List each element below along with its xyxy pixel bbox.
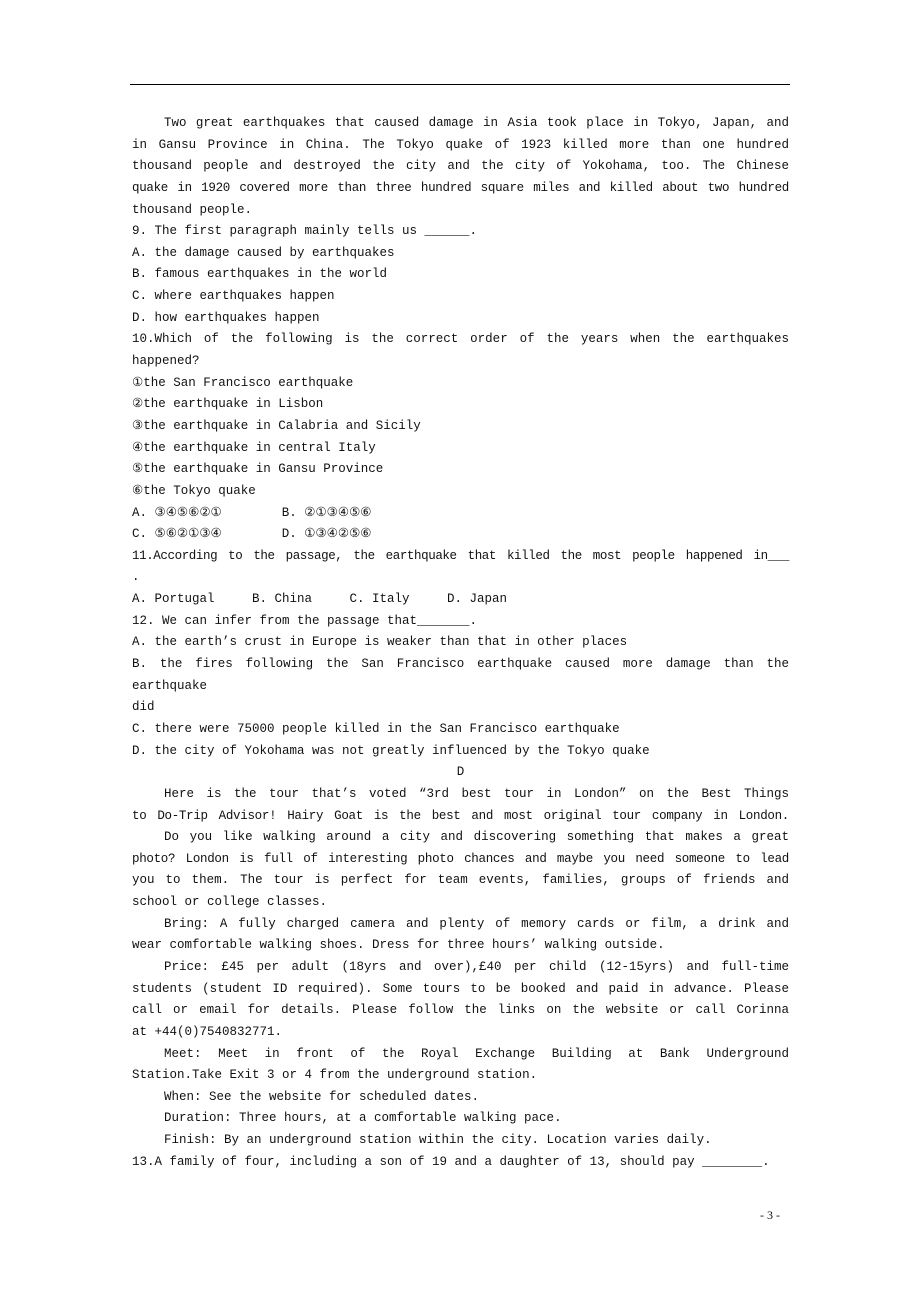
passage-line: quake in 1920 covered more than three hundred square miles and killed about two hundred xyxy=(132,180,789,195)
document-body xyxy=(132,113,789,1173)
passage-line: in Gansu Province in China. The Tokyo quake of 1923 killed more than one hundred xyxy=(132,137,789,152)
passage-line: Station.Take Exit 3 or 4 from the underground station. xyxy=(132,1068,538,1083)
passage-line: at +44(0)7540832771. xyxy=(132,1024,283,1039)
option: C. ⑤⑥②①③④ D. ①③④②⑤⑥ xyxy=(132,527,372,542)
passage-line: students (student ID required). Some tours to be booked and paid in advance. Please xyxy=(132,981,789,996)
passage-line: Do you like walking around a city and discovering something that makes a great xyxy=(164,830,789,845)
section-heading: D xyxy=(456,765,465,780)
list-item: ④the earthquake in central Italy xyxy=(132,440,376,455)
option: B. the fires following the San Francisco earthquake caused more damage than the xyxy=(132,657,789,672)
page-number: - 3 - xyxy=(760,1208,780,1222)
passage-line: Two great earthquakes that caused damage in Asia took place in Tokyo, Japan, and xyxy=(164,116,789,130)
passage-line: Finish: By an underground station within the city. Location varies daily. xyxy=(164,1133,712,1148)
option-cont: did xyxy=(132,700,155,715)
passage-line: When: See the website for scheduled dates. xyxy=(164,1089,480,1104)
question-9: 9. The first paragraph mainly tells us ______. xyxy=(132,224,478,239)
passage-line: Bring: A fully charged camera and plenty of memory cards or film, a drink and xyxy=(164,916,789,931)
question-13: 13.A family of four, including a son of 19 and a daughter of 13, should pay ________. xyxy=(132,1154,770,1169)
question-10-cont: happened? xyxy=(132,354,200,369)
passage-line: you to them. The tour is perfect for team events, families, groups of friends and xyxy=(132,873,789,888)
option: D. the city of Yokohama was not greatly influenced by the Tokyo quake xyxy=(132,743,650,758)
list-item: ①the San Francisco earthquake xyxy=(132,375,354,390)
passage-line: photo? London is full of interesting photo chances and maybe you need someone to lead xyxy=(132,851,789,866)
passage-line: thousand people and destroyed the city and the city of Yokohama, too. The Chinese xyxy=(132,159,789,174)
question-10: 10.Which of the following is the correct order of the years when the earthquakes xyxy=(132,332,789,347)
list-item: ⑤the earthquake in Gansu Province xyxy=(132,462,384,477)
passage-line: to Do-Trip Advisor! Hairy Goat is the best and most original tour company in London. xyxy=(132,808,789,823)
passage-line: Duration: Three hours, at a comfortable walking pace. xyxy=(164,1111,562,1126)
list-item: ⑥the Tokyo quake xyxy=(132,483,256,498)
option: B. famous earthquakes in the world xyxy=(132,267,388,282)
option: A. the damage caused by earthquakes xyxy=(132,245,395,260)
passage-line: Price: £45 per adult (18yrs and over),£40 per child (12-15yrs) and full-time xyxy=(164,959,789,974)
option: D. how earthquakes happen xyxy=(132,310,320,325)
passage-line: school or college classes. xyxy=(132,895,328,910)
passage-line: thousand people. xyxy=(132,202,253,217)
option: A. the earth’s crust in Europe is weaker than that in other places xyxy=(132,635,628,650)
option: C. where earthquakes happen xyxy=(132,289,335,304)
question-12: 12. We can infer from the passage that_______. xyxy=(132,613,478,628)
passage-line: Here is the tour that’s voted “3rd best tour in London” on the Best Things xyxy=(164,786,789,801)
passage-line: wear comfortable walking shoes. Dress for three hours’ walking outside. xyxy=(132,938,665,953)
passage-line: Meet: Meet in front of the Royal Exchange Building at Bank Underground xyxy=(164,1046,789,1061)
question-11-cont: . xyxy=(132,570,140,585)
header-rule xyxy=(130,84,790,85)
option-cont: earthquake xyxy=(132,678,208,693)
option: A. Portugal B. China C. Italy D. Japan xyxy=(132,592,508,607)
passage-line: call or email for details. Please follow the links on the website or call Corinna xyxy=(132,1003,789,1018)
option: A. ③④⑤⑥②① B. ②①③④⑤⑥ xyxy=(132,505,372,520)
list-item: ②the earthquake in Lisbon xyxy=(132,397,324,412)
question-11: 11.According to the passage, the earthquake that killed the most people happened in___ xyxy=(132,548,789,563)
list-item: ③the earthquake in Calabria and Sicily xyxy=(132,418,421,433)
option: C. there were 75000 people killed in the San Francisco earthquake xyxy=(132,721,620,736)
